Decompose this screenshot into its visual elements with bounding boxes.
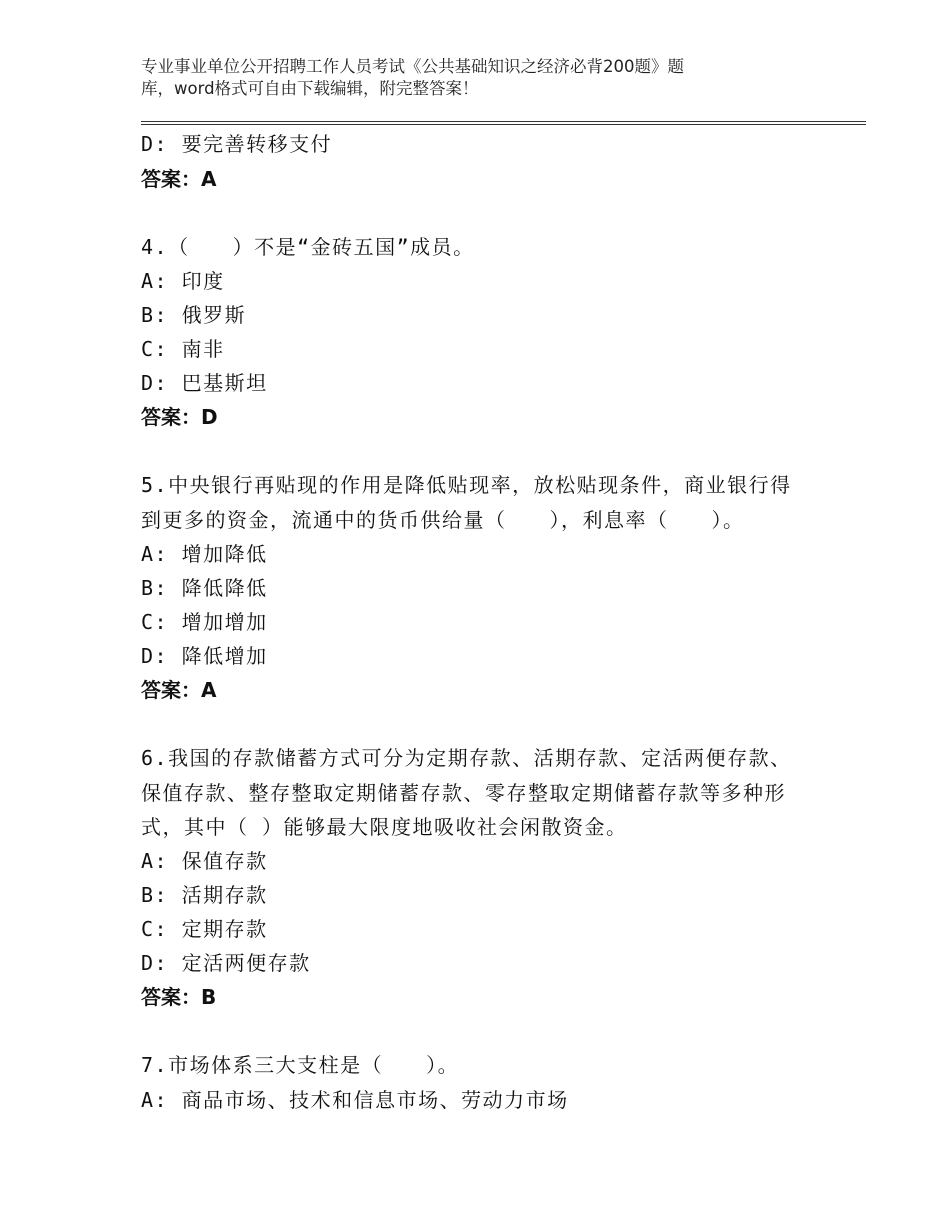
- q5-answer: 答案：A: [141, 678, 217, 702]
- q6-option-b: B: 活期存款: [141, 883, 268, 907]
- q4-stem: 4.（ ）不是“金砖五国”成员。: [141, 235, 475, 259]
- q5-option-d: D: 降低增加: [141, 644, 268, 668]
- q6-option-c: C: 定期存款: [141, 917, 268, 941]
- q5-stem-line-2: 到更多的资金，流通中的货币供给量（ ），利息率（ ）。: [141, 508, 745, 532]
- q7-option-a: A: 商品市场、技术和信息市场、劳动力市场: [141, 1088, 569, 1112]
- q6-option-d: D: 定活两便存款: [141, 951, 311, 975]
- q4-option-a: A: 印度: [141, 269, 225, 293]
- q6-stem-line-2: 保值存款、整存整取定期储蓄存款、零存整取定期储蓄存款等多种形: [141, 781, 786, 805]
- q4-option-c: C: 南非: [141, 337, 225, 361]
- q5-option-c: C: 增加增加: [141, 610, 268, 634]
- header-divider: [141, 121, 866, 125]
- q5-option-b: B: 降低降低: [141, 576, 268, 600]
- q5-stem-line-1: 5.中央银行再贴现的作用是降低贴现率，放松贴现条件，商业银行得: [141, 473, 792, 497]
- q7-stem: 7.市场体系三大支柱是（ ）。: [141, 1053, 460, 1077]
- q4-option-b: B: 俄罗斯: [141, 303, 247, 327]
- q6-answer: 答案：B: [141, 985, 217, 1009]
- q4-answer: 答案：D: [141, 405, 218, 429]
- document-header: [141, 56, 781, 100]
- header-title-line-2: 库，word格式可自由下载编辑，附完整答案！: [141, 79, 479, 98]
- q6-stem-line-3: 式，其中（ ）能够最大限度地吸收社会闲散资金。: [141, 815, 628, 839]
- q6-option-a: A: 保值存款: [141, 849, 268, 873]
- q6-stem-line-1: 6.我国的存款储蓄方式可分为定期存款、活期存款、定活两便存款、: [141, 746, 792, 770]
- q4-option-d: D: 巴基斯坦: [141, 371, 268, 395]
- q3-answer: 答案：A: [141, 167, 217, 191]
- header-title-line-1: 专业事业单位公开招聘工作人员考试《公共基础知识之经济必背200题》题: [141, 57, 684, 76]
- q5-option-a: A: 增加降低: [141, 542, 268, 566]
- q3-option-d: D: 要完善转移支付: [141, 132, 333, 156]
